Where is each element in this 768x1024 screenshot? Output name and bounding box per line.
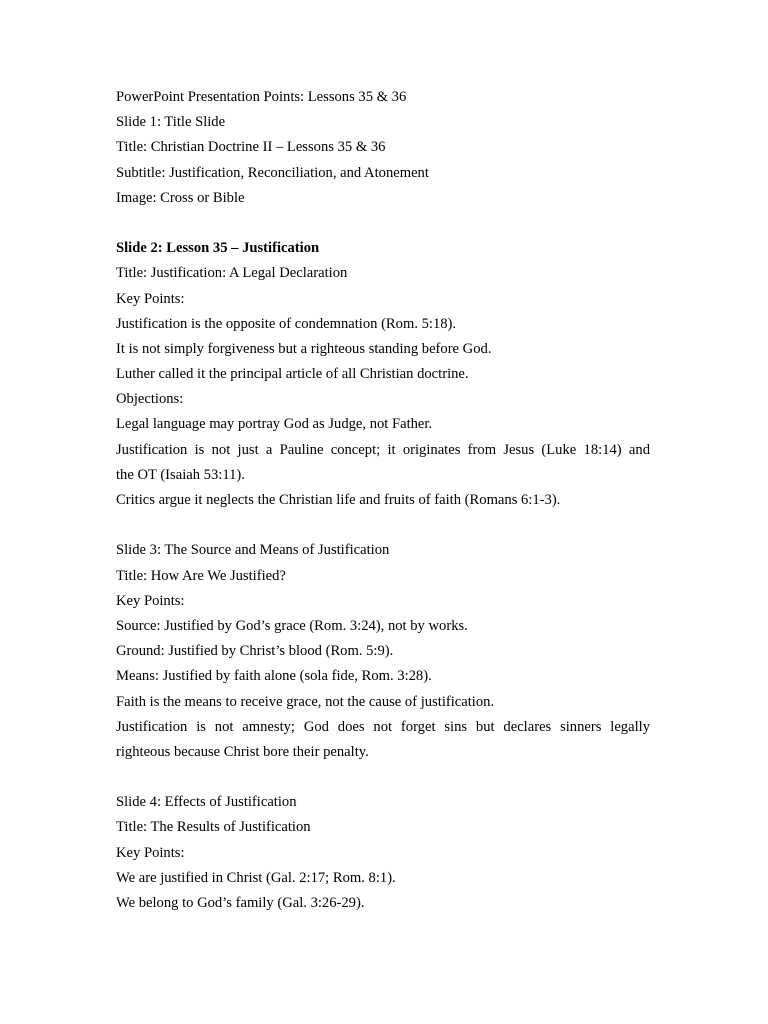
slide2-title: Title: Justification: A Legal Declaration [116, 265, 348, 282]
slide1-heading: Slide 1: Title Slide [116, 114, 226, 131]
slide1-image: Image: Cross or Bible [116, 189, 245, 206]
slide4-heading: Slide 4: Effects of Justification [116, 794, 297, 811]
slide1-title: Title: Christian Doctrine II – Lessons 35 & 36 [116, 139, 386, 156]
slide2-point: Justification is the opposite of condemnation (Rom. 5:18). [116, 315, 457, 332]
blank-line [116, 513, 650, 538]
slide2-objections-label: Objections: [116, 391, 184, 408]
slide2-heading: Slide 2: Lesson 35 – Justification [116, 240, 320, 257]
slide2-key-points-label: Key Points: [116, 290, 185, 307]
slide2-objection: Critics argue it neglects the Christian life and fruits of faith (Romans 6:1-3). [116, 492, 561, 508]
slide2-point: Luther called it the principal article of all Christian doctrine. [116, 366, 469, 383]
slide3-title: Title: How Are We Justified? [116, 567, 286, 584]
slide4-title: Title: The Results of Justification [116, 819, 311, 836]
slide3-point: Justification is not amnesty; God does not forget sins but declares sinners legally [116, 718, 650, 735]
slide2-objection: Justification is not just a Pauline concept; it originates from Jesus (Luke 18:14) and [116, 441, 650, 458]
slide3-key-points-label: Key Points: [116, 592, 185, 609]
document-heading: PowerPoint Presentation Points: Lessons 35 & 36 [116, 89, 407, 105]
slide2-point: It is not simply forgiveness but a righteous standing before God. [116, 340, 492, 357]
slide3-point: Source: Justified by God’s grace (Rom. 3:24), not by works. [116, 617, 468, 634]
slide3-heading: Slide 3: The Source and Means of Justification [116, 542, 390, 559]
blank-line [116, 765, 650, 790]
slide3-point: Means: Justified by faith alone (sola fide, Rom. 3:28). [116, 668, 432, 685]
document-page [116, 85, 650, 916]
slide2-objection: Legal language may portray God as Judge, not Father. [116, 416, 433, 433]
slide4-key-points-label: Key Points: [116, 844, 185, 861]
slide3-point: Ground: Justified by Christ’s blood (Rom. 5:9). [116, 643, 394, 660]
slide2-objection-continued: the OT (Isaiah 53:11). [116, 466, 245, 483]
slide3-point: Faith is the means to receive grace, not the cause of justification. [116, 693, 495, 710]
blank-line [116, 211, 650, 236]
slide4-point: We are justified in Christ (Gal. 2:17; Rom. 8:1). [116, 869, 396, 886]
slide1-subtitle: Subtitle: Justification, Reconciliation, and Atonement [116, 164, 429, 181]
slide3-point-continued: righteous because Christ bore their penalty. [116, 743, 369, 760]
slide4-point: We belong to God’s family (Gal. 3:26-29). [116, 895, 365, 911]
